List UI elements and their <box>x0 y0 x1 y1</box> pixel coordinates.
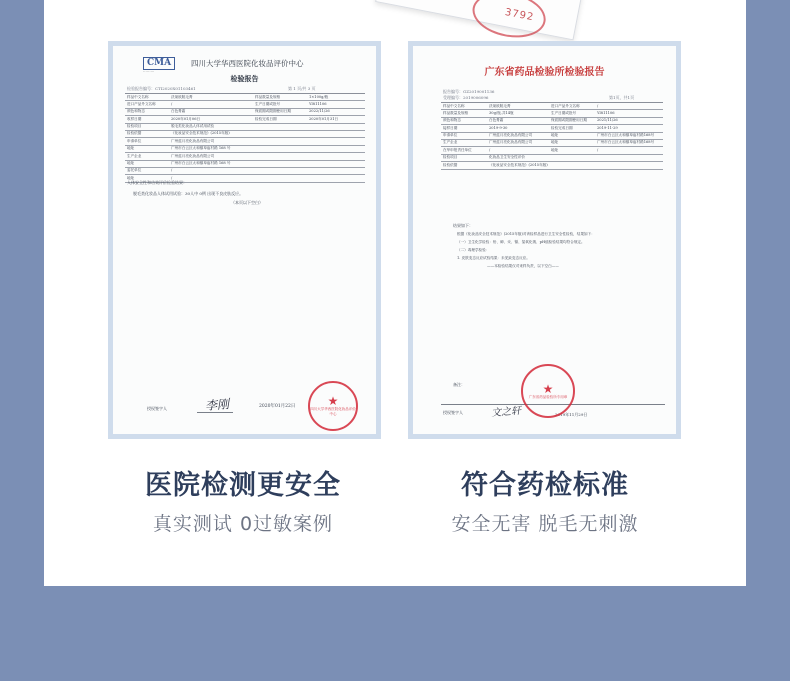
table-row <box>441 118 663 125</box>
table-label-cell: 生产日期或批号 <box>255 101 281 106</box>
report-number: 检验报告编号：CTI2020X01103461 <box>127 86 196 91</box>
table-label-cell: 地址 <box>551 133 559 138</box>
cma-logo-subtext: ········· <box>143 69 155 74</box>
table-label-cell: 样品中文名称 <box>127 94 149 99</box>
conclusion-line: （二）毒理学检验： <box>457 248 490 252</box>
table-value-cell: 2019-11-29 <box>597 125 618 130</box>
serial-number: 受理编号：2019006096 <box>443 95 489 100</box>
right-caption-title: 符合药检标准 <box>461 470 629 501</box>
table-label-cell: 进口产品外文名称 <box>551 103 580 108</box>
drug-inspection-report-paper <box>413 46 676 434</box>
table-row <box>125 124 365 131</box>
table-row <box>125 94 365 101</box>
table-value-cell: 广州市白云区太和镇草庙村路 168 号 <box>171 161 231 166</box>
table-value-cell: / <box>171 168 173 173</box>
table-label-cell: 地址 <box>127 161 135 166</box>
left-caption-title: 医院检测更安全 <box>145 470 341 501</box>
conclusion-line: 根据《化妆品安全技术规范》(2015年版)对该检样品进行卫生安全性检验，结果如下： <box>457 232 595 236</box>
table-value-cell: / <box>597 147 599 152</box>
table-row <box>125 138 365 145</box>
table-row <box>441 140 663 147</box>
info-table <box>441 102 663 170</box>
table-label-cell: 样品数量及规格 <box>255 94 281 99</box>
conclusion-label: 人体安全性和功效评价检验结果： <box>127 180 187 185</box>
drug-inspection-report-card <box>408 41 681 439</box>
report-title: 广东省药品检验所检验报告 <box>484 67 605 78</box>
table-label-cell: 样品中文名称 <box>443 103 465 108</box>
table-value-cell: YI811106 <box>309 101 327 106</box>
hospital-report-paper <box>113 46 376 434</box>
table-row <box>125 116 365 123</box>
report-number: 报告编号：GZ2019001136 <box>443 89 495 94</box>
inspection-red-stamp <box>521 364 575 418</box>
signature-line <box>197 412 233 413</box>
table-label-cell: 进口产品外文名称 <box>127 101 156 106</box>
page-info: 第1页，共1页 <box>609 95 635 100</box>
table-label-cell: 地址 <box>127 175 135 180</box>
remark-label: 备注： <box>453 382 465 387</box>
table-value-cell: 2020年01月31日 <box>309 116 339 121</box>
table-value-cell: 2019-9-30 <box>489 125 508 130</box>
table-row <box>125 161 365 168</box>
signature: 文之轩 <box>490 405 522 420</box>
table-label-cell: 检验完成日期 <box>551 125 573 130</box>
table-value-cell: 脱毛类化妆品人体试用试验 <box>171 124 215 129</box>
table-value-cell: 化妆品卫生安全性评价 <box>489 155 525 160</box>
table-value-cell: 30g/瓶,共14瓶 <box>489 110 514 115</box>
table-label-cell: 保质期或限期使用日期 <box>551 118 587 123</box>
table-label-cell: 生产企业 <box>127 153 142 158</box>
info-table <box>125 93 365 183</box>
signature: 李刚 <box>204 396 230 414</box>
report-date: 2019年11月29日 <box>555 412 588 417</box>
right-caption-subtitle: 安全无害 脱毛无刺激 <box>451 513 639 535</box>
table-row <box>441 110 663 117</box>
table-value-cell: 广州蓝月亮化妆品有限公司 <box>489 140 533 145</box>
blank-note: （本页以下空白） <box>231 200 263 205</box>
hospital-report-card <box>108 41 381 439</box>
table-value-cell: 白色膏霜 <box>489 118 504 123</box>
table-label-cell: 接样日期 <box>443 125 458 130</box>
stamp-text: 四川大学华西医院化妆品评价中心 <box>310 407 356 416</box>
table-value-cell: / <box>489 147 491 152</box>
table-label-cell: 在华申报责任单位 <box>443 147 472 152</box>
table-value-cell: 沃莱欧脱毛膏 <box>171 94 193 99</box>
table-row <box>125 146 365 153</box>
table-row <box>441 147 663 154</box>
cma-logo: CMA <box>143 57 175 70</box>
certificate-number-fragment: 3792 <box>503 6 535 24</box>
table-row <box>125 168 365 175</box>
table-label-cell: 生产企业 <box>443 140 458 145</box>
table-row <box>441 103 663 110</box>
conclusion-label: 结果如下： <box>453 223 473 228</box>
table-label-cell: 保质期或限期使用日期 <box>255 109 291 114</box>
signer-label: 授权签字人 <box>147 406 167 411</box>
table-label-cell: 检验依据 <box>443 162 458 167</box>
table-value-cell: / <box>171 175 173 180</box>
table-label-cell: 颜色和物态 <box>443 118 461 123</box>
table-value-cell: 广州市白云区太和镇草庙村路 168 号 <box>171 146 231 151</box>
table-value-cell: 《化妆品安全技术规范》(2015年版) <box>489 162 548 167</box>
table-row <box>441 162 663 169</box>
stamp-star-icon: ★ <box>327 394 339 408</box>
table-label-cell: 地址 <box>551 140 559 145</box>
org-name: 四川大学华西医院化妆品评价中心 <box>191 59 304 68</box>
table-value-cell: 《化妆品安全技术规范》(2015年版) <box>171 131 230 136</box>
table-row <box>441 155 663 162</box>
conclusion-line: ——本检验结果仅对来样负责，以下空白—— <box>487 264 559 268</box>
stamp-text: 广东省药品检验所专用章 <box>528 394 568 399</box>
conclusion-text: 脱毛类化妆品人体试用试验：30人中 0例 出现不良皮肤反应。 <box>133 191 244 196</box>
left-caption-subtitle: 真实测试 0过敏案例 <box>152 513 334 535</box>
conclusion-line: （一）卫生化学检验：铅、砷、汞、镉、氢氧化钠、pH值检验结果均符合规定。 <box>457 240 585 244</box>
table-value-cell: 1×100g/瓶 <box>309 94 329 99</box>
table-row <box>125 101 365 108</box>
table-value-cell: 2021/11/26 <box>597 118 618 123</box>
table-label-cell: 地址 <box>127 146 135 151</box>
table-label-cell: 地址 <box>551 147 559 152</box>
table-label-cell: 检验依据 <box>127 131 142 136</box>
table-label-cell: 样品数量及规格 <box>443 110 469 115</box>
table-label-cell: 颜色和物态 <box>127 109 145 114</box>
report-title: 检验报告 <box>230 74 259 83</box>
table-value-cell: 广州蓝月亮化妆品有限公司 <box>171 153 215 158</box>
table-row <box>125 153 365 160</box>
page-info: 第 1 页/共 3 页 <box>288 86 316 91</box>
table-label-cell: 检验项目 <box>127 124 142 129</box>
table-value-cell: 广州蓝月亮化妆品有限公司 <box>489 133 533 138</box>
table-value-cell: 2020年01月06日 <box>171 116 201 121</box>
table-value-cell: 白色膏霜 <box>171 109 186 114</box>
table-row <box>125 131 365 138</box>
stamp-star-icon: ★ <box>542 381 554 396</box>
table-value-cell: 沃莱欧脱毛膏 <box>489 103 511 108</box>
table-value-cell: 广州蓝月亮化妆品有限公司 <box>171 138 215 143</box>
table-value-cell: 广州市白云区太和镇草庙村路168号 <box>597 140 655 145</box>
table-value-cell: / <box>597 103 599 108</box>
table-value-cell: 2022/11/26 <box>309 109 330 114</box>
report-date: 2020年01月22日 <box>259 404 296 409</box>
table-row <box>441 125 663 132</box>
table-label-cell: 委托单位 <box>127 168 142 173</box>
table-label-cell: 申请单位 <box>127 138 142 143</box>
table-label-cell: 生产日期或批号 <box>551 110 577 115</box>
table-value-cell: YI811106 <box>597 110 615 115</box>
signer-label: 授权签字人 <box>443 410 463 415</box>
table-label-cell: 检验项目 <box>443 155 458 160</box>
table-value-cell: / <box>171 101 173 106</box>
table-row <box>125 109 365 116</box>
table-row <box>441 133 663 140</box>
table-label-cell: 检验完成日期 <box>255 116 277 121</box>
conclusion-line: 1. 皮肤变态反应试验结果：未见致变态反应。 <box>457 256 530 260</box>
hospital-red-stamp <box>308 381 358 431</box>
table-label-cell: 申请单位 <box>443 133 458 138</box>
table-value-cell: 广州市白云区太和镇草庙村路168号 <box>597 133 655 138</box>
table-label-cell: 收样日期 <box>127 116 142 121</box>
